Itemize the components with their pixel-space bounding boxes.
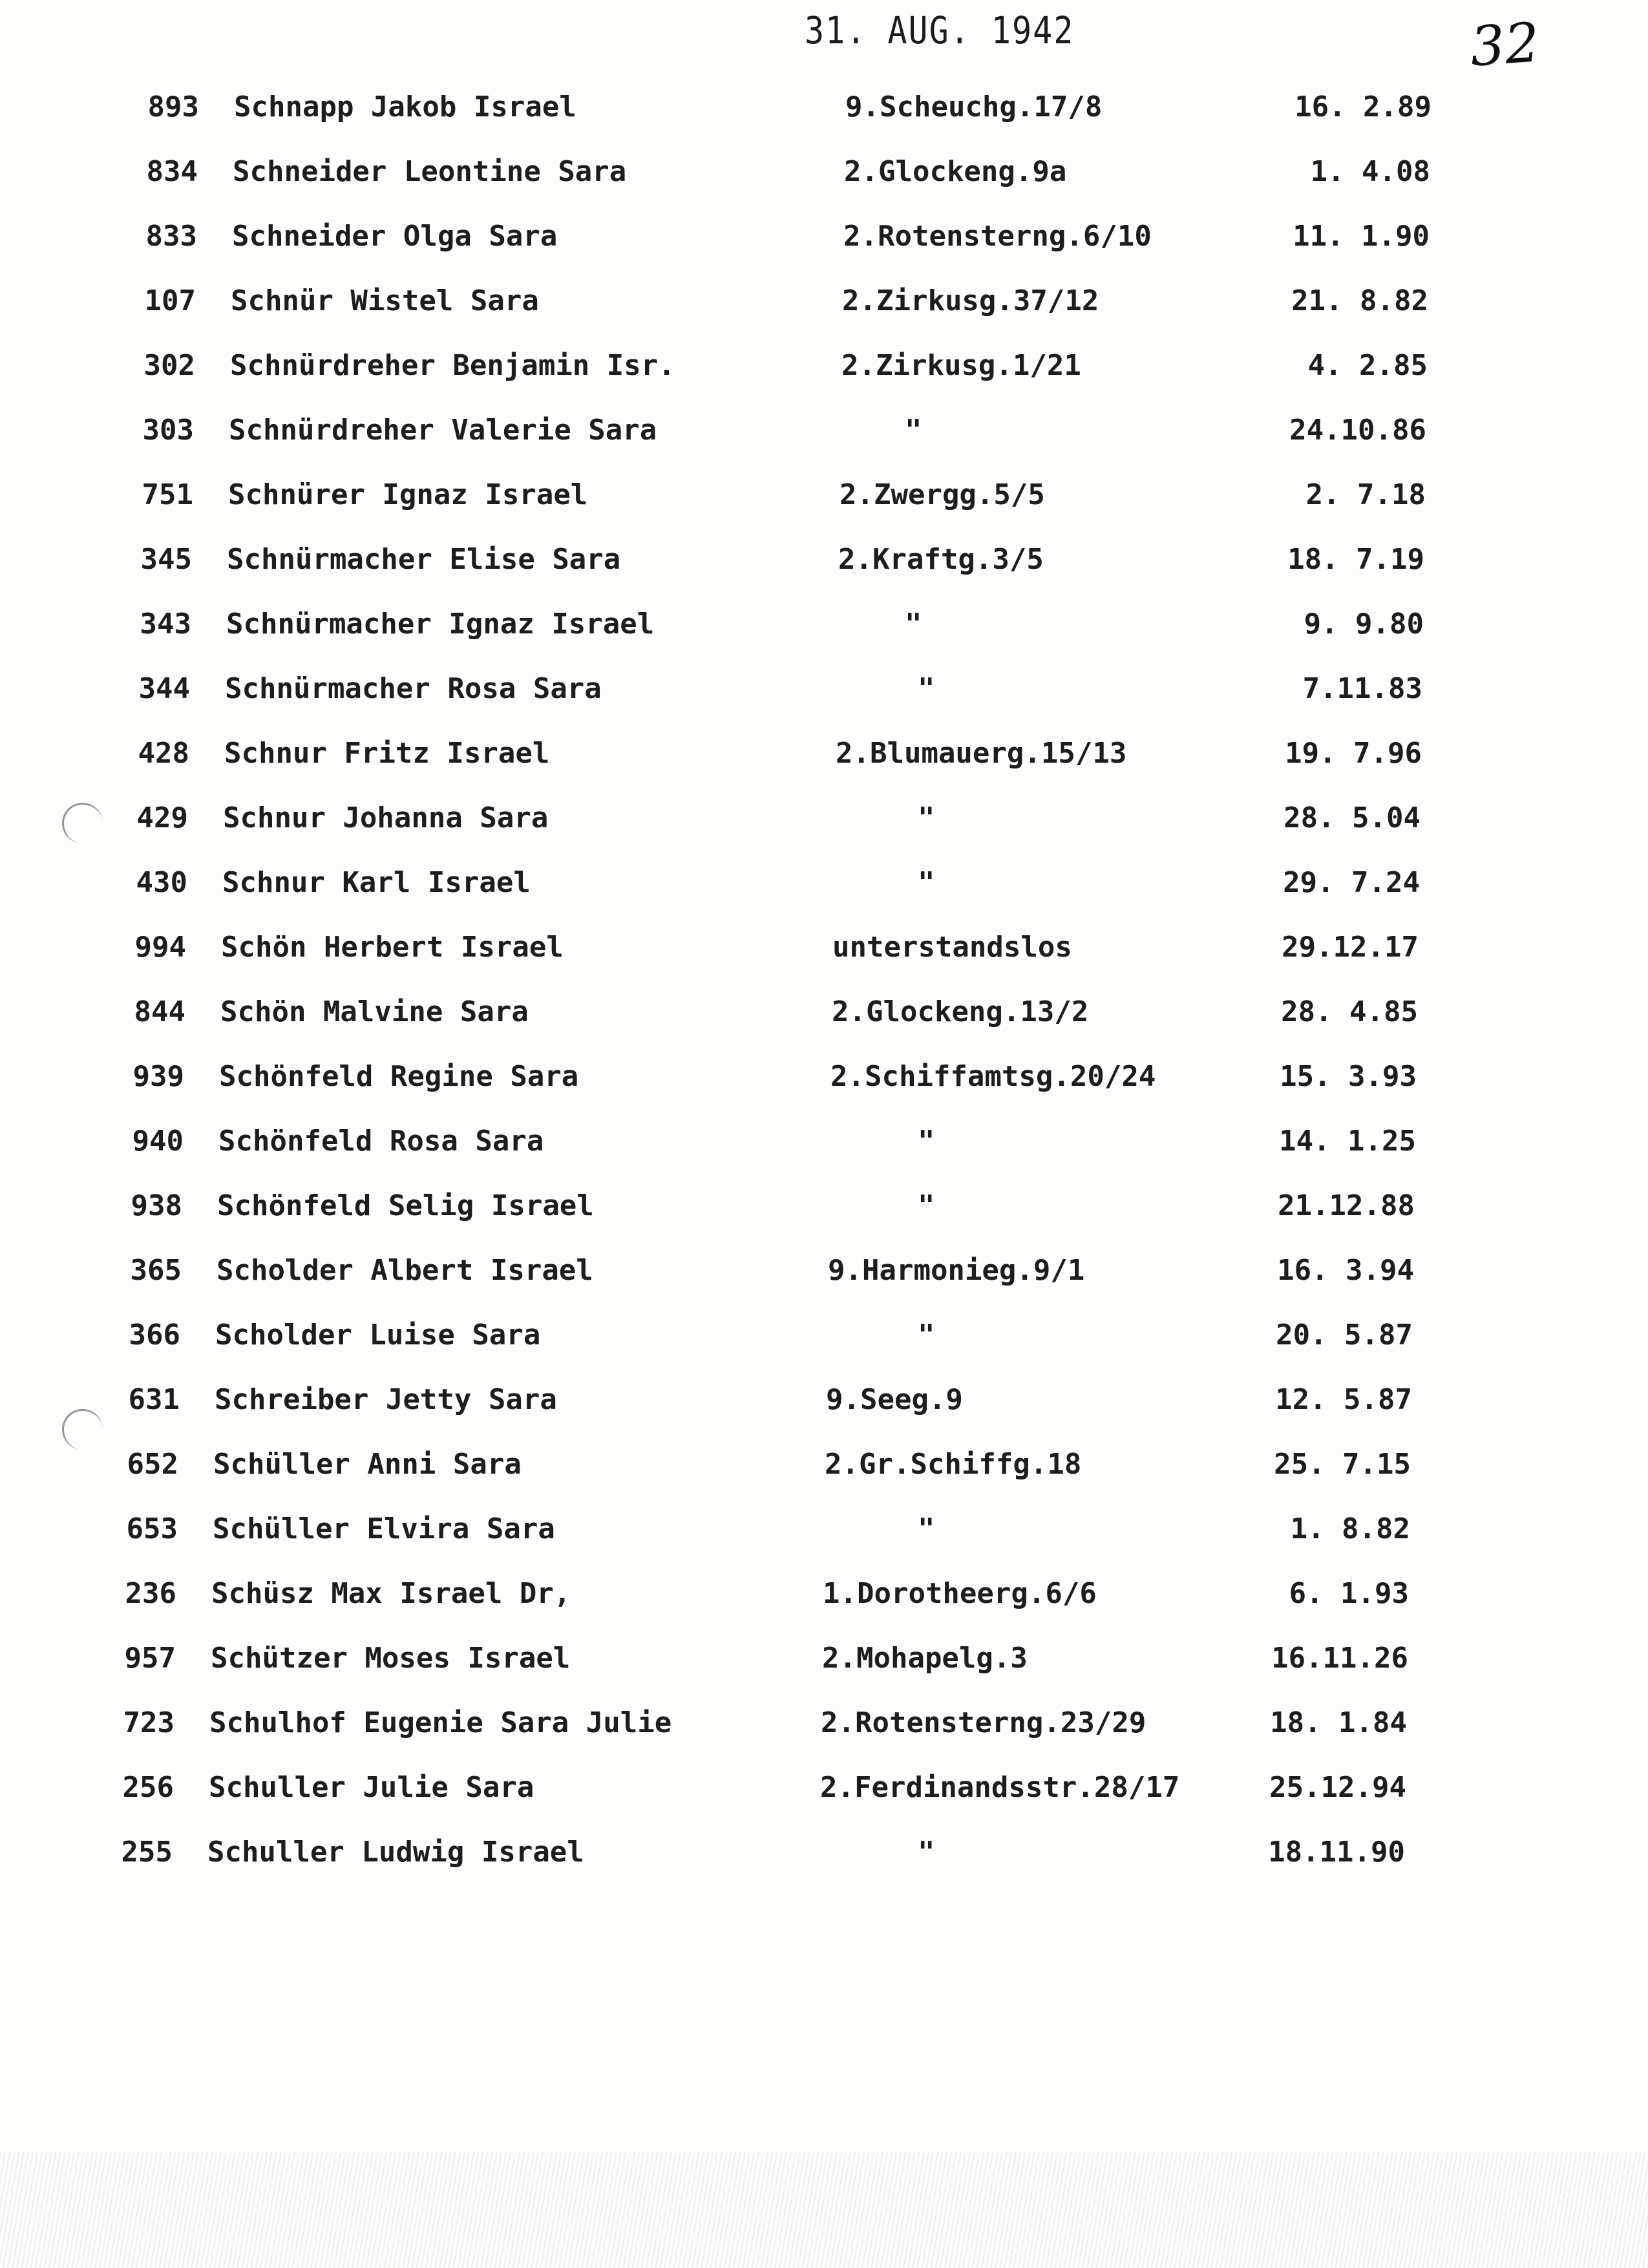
entry-address: 2.Zirkusg.1/21	[841, 349, 1081, 382]
entry-address: 2.Mohapelg.3	[822, 1642, 1028, 1675]
entry-birthdate: 28. 5.04	[1284, 801, 1421, 834]
entry-number: 938	[131, 1189, 182, 1222]
entry-birthdate: 9. 9.80	[1304, 608, 1424, 641]
entry-address: "	[918, 1836, 935, 1869]
list-item	[0, 349, 1648, 401]
entry-birthdate: 19. 7.96	[1285, 737, 1422, 770]
entry-birthdate: 12. 5.87	[1275, 1383, 1412, 1416]
scan-noise	[0, 2152, 1648, 2268]
entry-name: Schönfeld Selig Israel	[217, 1189, 594, 1222]
entry-address: 2.Glockeng.9a	[844, 155, 1067, 188]
entry-address: 2.Rotensterng.23/29	[821, 1706, 1146, 1739]
entry-number: 236	[125, 1577, 176, 1610]
entry-name: Schulhof Eugenie Sara Julie	[209, 1706, 672, 1739]
entry-name: Schneider Olga Sara	[232, 220, 558, 253]
entry-number: 844	[134, 995, 185, 1028]
list-item	[0, 1642, 1648, 1693]
list-item	[0, 155, 1648, 207]
entry-name: Schnur Fritz Israel	[224, 737, 550, 770]
entry-address: 2.Blumauerg.15/13	[836, 737, 1127, 770]
entry-number: 833	[145, 220, 197, 253]
entry-name: Schnürmacher Rosa Sara	[225, 672, 602, 705]
list-item	[0, 1319, 1648, 1370]
entry-address: 2.Zirkusg.37/12	[842, 284, 1099, 317]
list-item	[0, 220, 1648, 271]
list-item	[0, 1125, 1648, 1176]
entry-number: 631	[128, 1383, 180, 1416]
list-item	[0, 1254, 1648, 1306]
list-item	[0, 866, 1648, 918]
entry-number: 653	[126, 1512, 178, 1545]
entry-address: "	[905, 608, 922, 641]
entry-name: Scholder Albert Israel	[217, 1254, 593, 1287]
entry-birthdate: 16. 2.89	[1294, 90, 1431, 123]
entry-number: 652	[127, 1448, 178, 1481]
list-item	[0, 608, 1648, 659]
entry-address: 2.Kraftg.3/5	[838, 543, 1044, 576]
entry-birthdate: 1. 4.08	[1310, 155, 1430, 188]
entry-name: Schnürdreher Valerie Sara	[229, 414, 657, 447]
entry-number: 366	[129, 1319, 180, 1351]
entry-number: 723	[123, 1706, 174, 1739]
entry-name: Schüsz Max Israel Dr,	[211, 1577, 571, 1610]
entry-number: 345	[140, 543, 192, 576]
entry-number: 940	[132, 1125, 184, 1158]
entry-birthdate: 25.12.94	[1269, 1771, 1406, 1804]
entry-name: Schön Herbert Israel	[221, 931, 564, 964]
list-item	[0, 1836, 1648, 1887]
entry-birthdate: 15. 3.93	[1280, 1060, 1417, 1093]
entry-address: 2.Schiffamtsg.20/24	[830, 1060, 1156, 1093]
entry-name: Schützer Moses Israel	[211, 1642, 571, 1675]
entry-birthdate: 21. 8.82	[1291, 284, 1428, 317]
entry-number: 107	[144, 284, 196, 317]
list-item	[0, 543, 1648, 595]
entry-number: 256	[122, 1771, 174, 1804]
entry-address: "	[918, 801, 935, 834]
entry-name: Schnapp Jakob Israel	[234, 90, 576, 123]
entry-number: 834	[146, 155, 198, 188]
entry-number: 303	[142, 414, 194, 447]
entry-birthdate: 6. 1.93	[1289, 1577, 1409, 1610]
entry-number: 893	[147, 90, 199, 123]
entry-name: Schnürmacher Ignaz Israel	[226, 608, 655, 641]
entry-address: "	[905, 414, 922, 447]
entry-address: "	[918, 672, 935, 705]
list-item	[0, 737, 1648, 789]
list-item	[0, 801, 1648, 853]
entry-address: 2.Ferdinandsstr.28/17	[820, 1771, 1180, 1804]
entry-address: 9.Harmonieg.9/1	[828, 1254, 1085, 1287]
entry-address: "	[918, 866, 935, 899]
entry-name: Schüller Anni Sara	[213, 1448, 522, 1481]
entry-address: 1.Dorotheerg.6/6	[823, 1577, 1097, 1610]
entry-number: 365	[130, 1254, 182, 1287]
list-item	[0, 672, 1648, 724]
list-item	[0, 1706, 1648, 1758]
list-item	[0, 1189, 1648, 1241]
entry-address: 9.Seeg.9	[826, 1383, 963, 1416]
entry-number: 751	[142, 478, 193, 511]
entry-birthdate: 18.11.90	[1268, 1836, 1405, 1869]
entry-address: "	[918, 1125, 935, 1158]
entry-name: Schuller Ludwig Israel	[207, 1836, 584, 1869]
entry-number: 302	[143, 349, 195, 382]
entry-name: Schnürer Ignaz Israel	[228, 478, 588, 511]
list-item	[0, 478, 1648, 530]
entry-birthdate: 25. 7.15	[1274, 1448, 1411, 1481]
entry-address: "	[918, 1319, 935, 1351]
entry-name: Schönfeld Rosa Sara	[218, 1125, 544, 1158]
entry-number: 430	[136, 866, 187, 899]
entry-name: Schön Malvine Sara	[220, 995, 529, 1028]
entry-address: 2.Rotensterng.6/10	[843, 220, 1152, 253]
entry-birthdate: 4. 2.85	[1307, 349, 1428, 382]
entry-address: 2.Zwergg.5/5	[840, 478, 1045, 511]
list-item	[0, 995, 1648, 1047]
entry-birthdate: 21.12.88	[1278, 1189, 1415, 1222]
list-item	[0, 1577, 1648, 1629]
entry-number: 939	[132, 1060, 184, 1093]
list-item	[0, 1448, 1648, 1500]
entry-number: 428	[138, 737, 189, 770]
entry-name: Schnur Karl Israel	[222, 866, 531, 899]
entry-birthdate: 24.10.86	[1289, 414, 1426, 447]
entry-number: 957	[124, 1642, 176, 1675]
entry-address: 2.Gr.Schiffg.18	[825, 1448, 1082, 1481]
entry-birthdate: 2. 7.18	[1305, 478, 1426, 511]
entry-birthdate: 29.12.17	[1282, 931, 1419, 964]
entry-birthdate: 18. 1.84	[1270, 1706, 1407, 1739]
entry-birthdate: 16.11.26	[1271, 1642, 1408, 1675]
entry-name: Scholder Luise Sara	[215, 1319, 541, 1351]
entry-address: 2.Glockeng.13/2	[832, 995, 1089, 1028]
entry-address: "	[918, 1189, 935, 1222]
entry-address: 9.Scheuchg.17/8	[845, 90, 1103, 123]
list-item	[0, 284, 1648, 336]
list-item	[0, 1060, 1648, 1112]
entry-birthdate: 1. 8.82	[1290, 1512, 1410, 1545]
entry-birthdate: 7.11.83	[1302, 672, 1422, 705]
entry-name: Schnür Wistel Sara	[231, 284, 539, 317]
entry-address: unterstandslos	[832, 931, 1072, 964]
entry-number: 429	[136, 801, 188, 834]
entry-birthdate: 16. 3.94	[1277, 1254, 1414, 1287]
entry-name: Schüller Elvira Sara	[213, 1512, 555, 1545]
list-item	[0, 414, 1648, 465]
page-number: 32	[1468, 10, 1542, 79]
entry-birthdate: 14. 1.25	[1279, 1125, 1416, 1158]
entry-name: Schönfeld Regine Sara	[219, 1060, 579, 1093]
date-stamp: 31. AUG. 1942	[805, 9, 1075, 52]
entry-number: 994	[134, 931, 186, 964]
entry-address: "	[918, 1512, 935, 1545]
entry-name: Schuller Julie Sara	[209, 1771, 534, 1804]
entry-birthdate: 18. 7.19	[1287, 543, 1424, 576]
entry-name: Schnürdreher Benjamin Isr.	[230, 349, 675, 382]
entry-name: Schnürmacher Elise Sara	[227, 543, 621, 576]
entry-number: 255	[121, 1836, 173, 1869]
entry-name: Schnur Johanna Sara	[223, 801, 549, 834]
entry-birthdate: 20. 5.87	[1276, 1319, 1413, 1351]
entry-birthdate: 11. 1.90	[1293, 220, 1430, 253]
list-item	[0, 90, 1648, 142]
entry-name: Schneider Leontine Sara	[233, 155, 627, 188]
list-item	[0, 1512, 1648, 1564]
entry-birthdate: 29. 7.24	[1283, 866, 1420, 899]
list-item	[0, 931, 1648, 982]
entry-birthdate: 28. 4.85	[1281, 995, 1418, 1028]
list-item	[0, 1383, 1648, 1435]
entry-number: 344	[138, 672, 190, 705]
list-item	[0, 1771, 1648, 1823]
entry-name: Schreiber Jetty Sara	[215, 1383, 557, 1416]
entry-number: 343	[140, 608, 191, 641]
